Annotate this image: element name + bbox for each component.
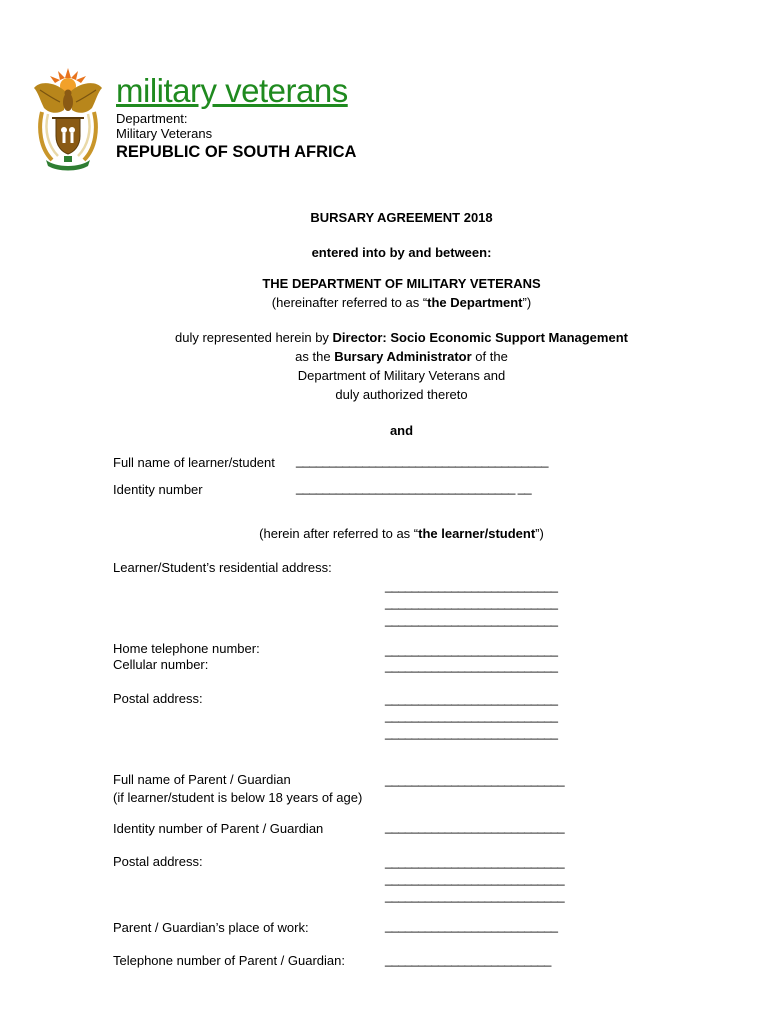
home-telephone-label: Home telephone number:	[113, 641, 260, 656]
identity-number-field[interactable]: _________________________________ __	[296, 480, 532, 495]
parent-postal-line-3[interactable]: ___________________________	[385, 888, 565, 903]
postal-address-line-3[interactable]: __________________________	[385, 725, 558, 740]
full-name-label: Full name of learner/student	[113, 455, 275, 470]
party-department: THE DEPARTMENT OF MILITARY VETERANS	[262, 276, 541, 291]
agreement-title: BURSARY AGREEMENT 2018	[310, 210, 493, 225]
and-line: and	[389, 423, 414, 438]
parent-postal-line-2[interactable]: ___________________________	[385, 871, 565, 886]
authorized-line: duly authorized thereto	[335, 387, 468, 402]
residential-address-label: Learner/Student’s residential address:	[113, 560, 332, 575]
residential-address-line-2[interactable]: __________________________	[385, 595, 558, 610]
parent-identity-field[interactable]: ___________________________	[385, 819, 565, 834]
identity-number-label: Identity number	[113, 482, 203, 497]
postal-address-label: Postal address:	[113, 691, 203, 706]
parent-telephone-field[interactable]: _________________________	[385, 952, 551, 967]
represented-by-line: duly represented herein by Director: Socio Economic Support Management	[175, 330, 628, 345]
parent-name-field[interactable]: ___________________________	[385, 772, 565, 787]
full-name-field[interactable]: ______________________________________	[296, 453, 548, 468]
administrator-line: as the Bursary Administrator of the	[295, 349, 508, 364]
parent-postal-label: Postal address:	[113, 854, 203, 869]
parent-age-note: (if learner/student is below 18 years of age)	[113, 790, 363, 805]
learner-reference-line: (herein after referred to as “the learner/student”)	[259, 526, 544, 541]
cellular-number-label: Cellular number:	[113, 657, 209, 672]
department-subtitle: Military Veterans	[116, 126, 213, 141]
parent-workplace-field[interactable]: __________________________	[385, 918, 558, 933]
parent-telephone-label: Telephone number of Parent / Guardian:	[113, 953, 345, 968]
department-reference-line: (hereinafter referred to as “the Department”)	[271, 295, 532, 310]
home-telephone-field[interactable]: __________________________	[385, 642, 558, 657]
coat-of-arms-logo	[30, 68, 106, 172]
postal-address-line-1[interactable]: __________________________	[385, 691, 558, 706]
postal-address-line-2[interactable]: __________________________	[385, 708, 558, 723]
entered-into-line: entered into by and between:	[311, 245, 492, 260]
cellular-number-field[interactable]: __________________________	[385, 658, 558, 673]
department-label: Department:	[116, 111, 188, 126]
parent-workplace-label: Parent / Guardian’s place of work:	[113, 920, 309, 935]
parent-identity-label: Identity number of Parent / Guardian	[113, 821, 324, 836]
residential-address-line-1[interactable]: __________________________	[385, 578, 558, 593]
department-name-heading: military veterans	[116, 72, 348, 109]
residential-address-line-3[interactable]: __________________________	[385, 612, 558, 627]
parent-postal-line-1[interactable]: ___________________________	[385, 854, 565, 869]
department-line: Department of Military Veterans and	[297, 368, 506, 383]
parent-name-label: Full name of Parent / Guardian	[113, 772, 291, 787]
republic-heading: REPUBLIC OF SOUTH AFRICA	[116, 143, 357, 161]
